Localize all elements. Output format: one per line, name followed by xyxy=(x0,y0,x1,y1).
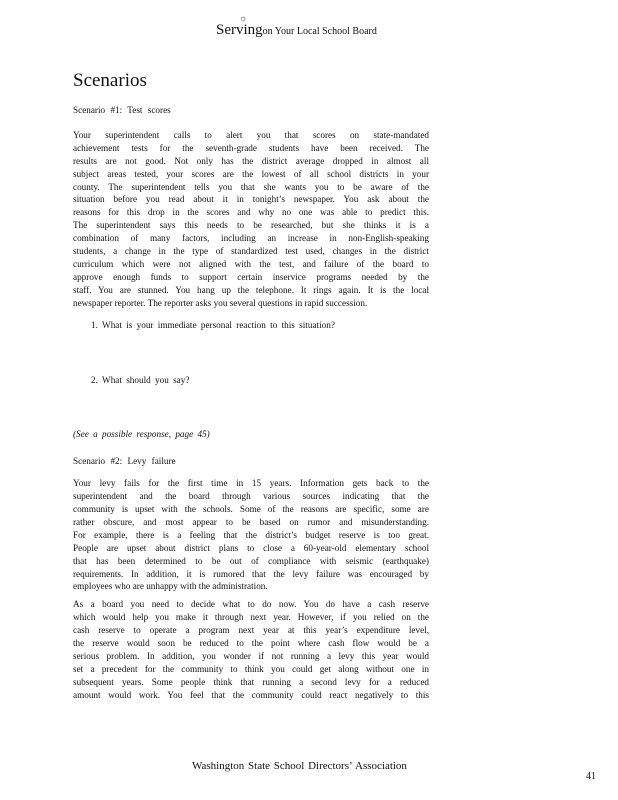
text-line: amount would work. You feel that the community could react negatively to this xyxy=(73,689,429,700)
page-footer: Washington State School Directors’ Association xyxy=(192,760,407,772)
text-line: staff. You are stunned. You hang up the telephone. It rings again. It is the local xyxy=(73,284,429,295)
text-line: set a precedent for the community to think you could get along without one in xyxy=(73,663,429,674)
text-line: newspaper reporter. The reporter asks you several questions in rapid succession. xyxy=(73,297,368,308)
text-line: rather obscure, and most appear to be based on rumor and misunderstanding. xyxy=(73,516,429,527)
text-line: approve enough funds to support certain inservice programs needed by the xyxy=(73,271,429,282)
text-line: that has been determined to be out of compliance with seismic (earthquake) xyxy=(73,555,429,566)
text-line: achievement tests for the seventh-grade students have been received. The xyxy=(73,142,429,153)
text-line: superintendent and the board through various sources indicating that the xyxy=(73,491,429,502)
text-line: community is upset with the schools. Some of the reasons are specific, some are xyxy=(73,504,429,515)
text-line: students, a change in the type of standardized test used, changes in the district xyxy=(73,246,429,257)
header-rest-text: on Your Local School Board xyxy=(262,26,377,37)
text-line: combination of many factors, including an increase in non-English-speaking xyxy=(73,233,429,244)
text-line: situation before you read about it in tonight’s newspaper. You ask about the xyxy=(73,194,429,205)
scenario-1-body xyxy=(73,129,429,310)
text-line: which would help you make it through next year. However, if you relied on the xyxy=(73,612,429,623)
page-content xyxy=(73,104,429,702)
text-line: subsequent years. Some people think that running a second levy for a reduced xyxy=(73,676,429,687)
question-1: 1. What is your immediate personal reaction to this situation? xyxy=(91,319,335,330)
text-line: The superintendent says this needs to be researched, but she thinks it is a xyxy=(73,220,429,231)
text-line: subject areas tested, your scores are the lowest of all school districts in your xyxy=(73,168,429,179)
page-title: Scenarios xyxy=(73,70,147,91)
scenario-2-paragraph-2 xyxy=(73,598,429,701)
text-line: results are not good. Not only has the district average dropped in almost all xyxy=(73,155,429,166)
question-2: 2. What should you say? xyxy=(91,374,190,385)
text-line: People are upset about district plans to close a 60-year-old elementary school xyxy=(73,542,429,553)
text-line: As a board you need to decide what to do now. You do have a cash reserve xyxy=(73,599,429,610)
response-reference-note: (See a possible response, page 45) xyxy=(73,429,210,440)
text-line: employees who are unhappy with the administration. xyxy=(73,581,268,592)
scenario-1-heading: Scenario #1: Test scores xyxy=(73,105,171,115)
text-line: Your levy fails for the first time in 15 years. Information gets back to the xyxy=(73,478,429,489)
running-header xyxy=(216,13,377,39)
scenario-2-paragraph-1 xyxy=(73,477,429,593)
text-line: reasons for this drop in the scores and why no one was able to predict this. xyxy=(73,207,429,218)
text-line: the reserve would soon be reduced to the point where cash flow would be a xyxy=(73,638,429,649)
text-line: county. The superintendent tells you that she wants you to be aware of the xyxy=(73,181,429,192)
text-line: serious problem. In addition, you wonder if not running a levy this year would xyxy=(73,651,429,661)
header-serving-word: Serving xyxy=(216,22,263,38)
scenario-2-heading: Scenario #2: Levy failure xyxy=(73,456,176,467)
text-line: Your superintendent calls to alert you that scores on state-mandated xyxy=(73,129,429,140)
text-line: cash reserve to operate a program next year at this year’s expenditure level, xyxy=(73,625,429,636)
page-number: 41 xyxy=(586,771,596,782)
text-line: requirements. In addition, it is rumored that the levy failure was encouraged by xyxy=(73,568,429,579)
text-line: For example, there is a feeling that the district’s budget reserve is too great. xyxy=(73,529,429,540)
text-line: curriculum which were not aligned with the test, and failure of the board to xyxy=(73,258,429,269)
sun-icon: ☼ xyxy=(239,13,248,23)
